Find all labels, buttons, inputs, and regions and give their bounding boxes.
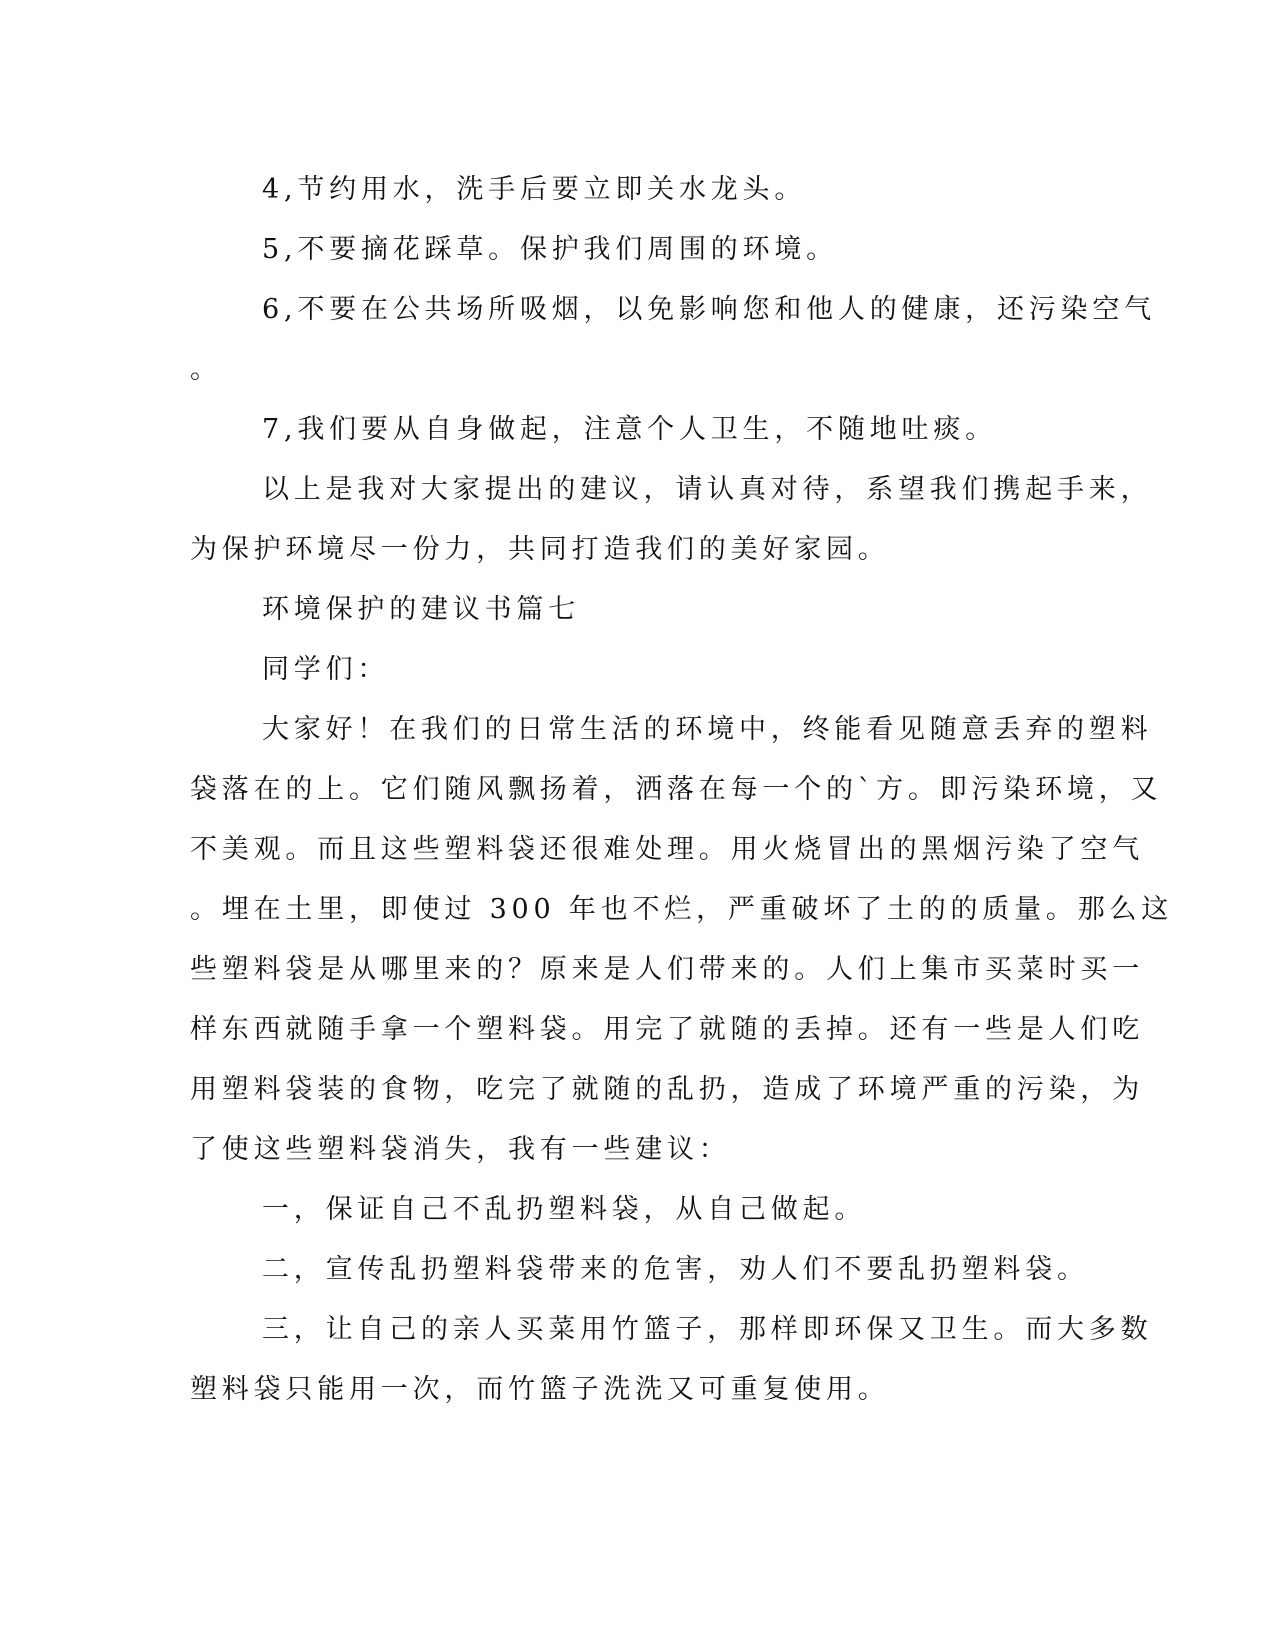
paragraph-line: 4,节约用水，洗手后要立即关水龙头。	[262, 174, 807, 205]
list-item: 一，保证自己不乱扔塑料袋，从自己做起。	[262, 1194, 867, 1225]
list-item: 塑料袋只能用一次，而竹篮子洗洗又可重复使用。	[190, 1374, 890, 1405]
paragraph-line: 袋落在的上。它们随风飘扬着，洒落在每一个的`方。即污染环境，又	[190, 774, 1163, 805]
paragraph-line: 大家好！在我们的日常生活的环境中，终能看见随意丢弃的塑料	[262, 714, 1153, 745]
paragraph-line: 不美观。而且这些塑料袋还很难处理。用火烧冒出的黑烟污染了空气	[190, 834, 1144, 865]
paragraph-line: 了使这些塑料袋消失，我有一些建议：	[190, 1134, 731, 1165]
paragraph-line: 用塑料袋装的食物，吃完了就随的乱扔，造成了环境严重的污染，为	[190, 1074, 1144, 1105]
paragraph-line: 为保护环境尽一份力，共同打造我们的美好家园。	[190, 534, 890, 565]
paragraph-line: 7,我们要从自身做起，注意个人卫生，不随地吐痰。	[262, 414, 997, 445]
list-item: 二，宣传乱扔塑料袋带来的危害，劝人们不要乱扔塑料袋。	[262, 1254, 1089, 1285]
paragraph-line: 。	[190, 354, 222, 385]
list-item: 三，让自己的亲人买菜用竹篮子，那样即环保又卫生。而大多数	[262, 1314, 1153, 1345]
paragraph-line: 样东西就随手拿一个塑料袋。用完了就随的丢掉。还有一些是人们吃	[190, 1014, 1144, 1045]
section-heading: 环境保护的建议书篇七	[262, 594, 580, 625]
paragraph-line: 5,不要摘花踩草。保护我们周围的环境。	[262, 234, 838, 265]
paragraph-line: 些塑料袋是从哪里来的？原来是人们带来的。人们上集市买菜时买一	[190, 954, 1144, 985]
paragraph-line: 6,不要在公共场所吸烟，以免影响您和他人的健康，还污染空气	[262, 294, 1156, 325]
paragraph-line: 。埋在土里，即使过 300 年也不烂，严重破坏了土的的质量。那么这	[190, 894, 1174, 925]
salutation: 同学们：	[262, 654, 390, 685]
paragraph-line: 以上是我对大家提出的建议，请认真对待，系望我们携起手来，	[262, 474, 1153, 505]
